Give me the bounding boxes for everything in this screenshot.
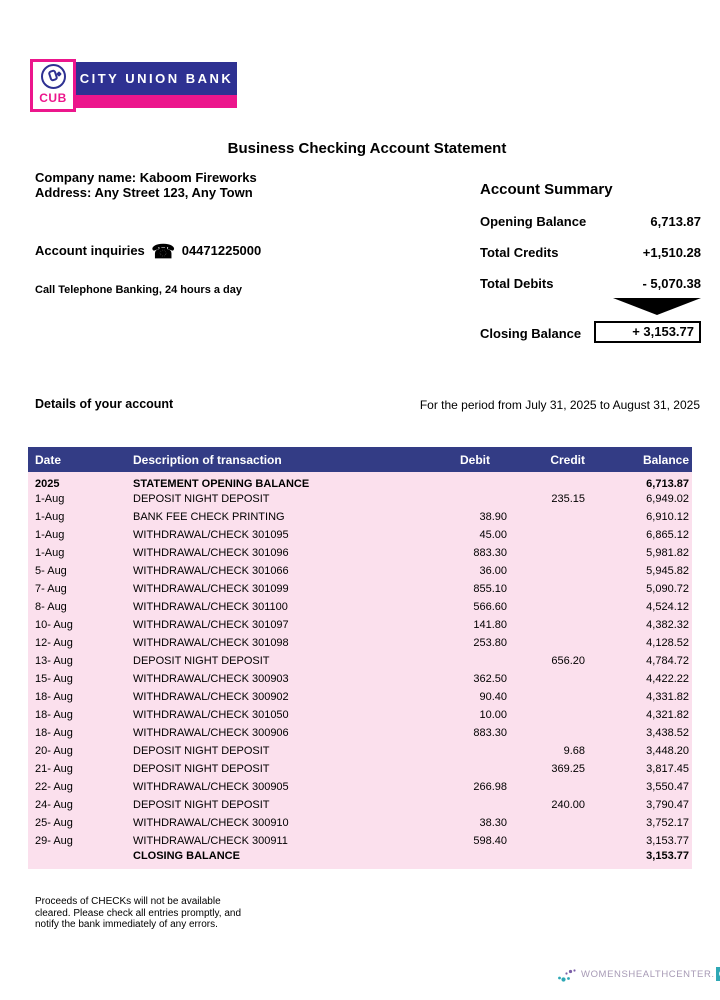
cell-credit xyxy=(510,670,588,688)
cell-desc: WITHDRAWAL/CHECK 300902 xyxy=(133,688,420,706)
cell-date: 18- Aug xyxy=(28,706,133,724)
cell-desc: WITHDRAWAL/CHECK 301095 xyxy=(133,526,420,544)
watermark-dots-icon xyxy=(557,964,579,984)
table-row xyxy=(28,832,692,850)
company-info xyxy=(35,170,257,200)
watermark-link[interactable] xyxy=(557,964,720,984)
cell-credit xyxy=(510,562,588,580)
inquiries-phone-number: 04471225000 xyxy=(181,243,262,258)
cell-debit xyxy=(420,850,510,869)
cell-credit: 235.15 xyxy=(510,490,588,508)
cell-credit xyxy=(510,616,588,634)
cell-debit: 883.30 xyxy=(420,544,510,562)
closing-balance-value-box: + 3,153.77 xyxy=(594,321,701,343)
cell-date: 2025 xyxy=(28,472,133,490)
summary-label: Total Debits xyxy=(480,276,554,291)
table-row xyxy=(28,544,692,562)
table-row xyxy=(28,760,692,778)
table-row xyxy=(28,778,692,796)
cell-balance: 3,790.47 xyxy=(588,796,692,814)
table-row xyxy=(28,634,692,652)
cell-balance: 6,865.12 xyxy=(588,526,692,544)
account-inquiries-line xyxy=(35,241,261,264)
table-row xyxy=(28,796,692,814)
cell-credit xyxy=(510,814,588,832)
cell-balance: 4,382.32 xyxy=(588,616,692,634)
cell-balance: 4,784.72 xyxy=(588,652,692,670)
cell-debit xyxy=(420,760,510,778)
bank-name-banner: CITY UNION BANK xyxy=(76,62,237,95)
company-name-line: Company name: Kaboom Fireworks xyxy=(35,170,257,185)
cell-debit xyxy=(420,490,510,508)
cell-credit xyxy=(510,688,588,706)
company-address-line: Address: Any Street 123, Any Town xyxy=(35,185,253,200)
cell-debit: 266.98 xyxy=(420,778,510,796)
cell-desc: DEPOSIT NIGHT DEPOSIT xyxy=(133,760,420,778)
cell-desc: WITHDRAWAL/CHECK 300905 xyxy=(133,778,420,796)
cell-date: 1-Aug xyxy=(28,508,133,526)
cell-date: 21- Aug xyxy=(28,760,133,778)
summary-row-total-credits xyxy=(480,245,701,260)
cell-debit: 855.10 xyxy=(420,580,510,598)
cell-debit: 38.90 xyxy=(420,508,510,526)
cub-emblem-circle-icon xyxy=(41,64,66,89)
cell-debit xyxy=(420,796,510,814)
cell-debit: 141.80 xyxy=(420,616,510,634)
cell-desc: BANK FEE CHECK PRINTING xyxy=(133,508,420,526)
cell-debit xyxy=(420,472,510,490)
cell-credit: 369.25 xyxy=(510,760,588,778)
cell-credit xyxy=(510,634,588,652)
bank-banner-stripe xyxy=(76,95,237,108)
table-header-row xyxy=(28,447,692,472)
cell-date: 13- Aug xyxy=(28,652,133,670)
cell-debit xyxy=(420,742,510,760)
cell-debit: 362.50 xyxy=(420,670,510,688)
cell-date: 12- Aug xyxy=(28,634,133,652)
table-row xyxy=(28,508,692,526)
cub-fist-icon xyxy=(47,69,58,82)
cell-date: 29- Aug xyxy=(28,832,133,850)
table-row xyxy=(28,670,692,688)
watermark-org-badge xyxy=(716,967,720,981)
notice-line: Proceeds of CHECKs will not be available xyxy=(35,896,221,907)
cell-credit xyxy=(510,508,588,526)
table-row xyxy=(28,814,692,832)
summary-value: 6,713.87 xyxy=(650,214,701,229)
cell-debit: 883.30 xyxy=(420,724,510,742)
cell-balance: 6,713.87 xyxy=(588,472,692,490)
cell-date: 8- Aug xyxy=(28,598,133,616)
transactions-header xyxy=(28,447,692,472)
cell-credit: 240.00 xyxy=(510,796,588,814)
header-description: Description of transaction xyxy=(133,447,420,472)
cell-credit xyxy=(510,724,588,742)
arrow-down-icon xyxy=(613,298,701,315)
table-row xyxy=(28,580,692,598)
cell-credit xyxy=(510,544,588,562)
cell-credit xyxy=(510,778,588,796)
summary-row-total-debits xyxy=(480,276,701,291)
summary-value: - 5,070.38 xyxy=(642,276,701,291)
footer-notice xyxy=(35,896,241,931)
table-row xyxy=(28,850,692,869)
cell-balance: 6,910.12 xyxy=(588,508,692,526)
table-row xyxy=(28,598,692,616)
cell-desc: STATEMENT OPENING BALANCE xyxy=(133,472,420,490)
cell-desc: WITHDRAWAL/CHECK 301066 xyxy=(133,562,420,580)
account-summary-title: Account Summary xyxy=(480,181,613,198)
header-credit: Credit xyxy=(510,447,588,472)
cell-desc: WITHDRAWAL/CHECK 301099 xyxy=(133,580,420,598)
cell-debit: 90.40 xyxy=(420,688,510,706)
cell-balance: 5,981.82 xyxy=(588,544,692,562)
cell-debit xyxy=(420,652,510,670)
table-row xyxy=(28,688,692,706)
cell-debit: 36.00 xyxy=(420,562,510,580)
cell-balance: 3,752.17 xyxy=(588,814,692,832)
cell-credit: 9.68 xyxy=(510,742,588,760)
page-title: Business Checking Account Statement xyxy=(227,140,507,157)
cell-desc: WITHDRAWAL/CHECK 300911 xyxy=(133,832,420,850)
cub-logo-emblem xyxy=(30,59,76,112)
summary-label: Total Credits xyxy=(480,245,559,260)
table-row xyxy=(28,490,692,508)
transactions-body xyxy=(28,472,692,869)
table-row xyxy=(28,562,692,580)
cell-balance: 5,945.82 xyxy=(588,562,692,580)
cell-desc: DEPOSIT NIGHT DEPOSIT xyxy=(133,490,420,508)
cell-date: 1-Aug xyxy=(28,490,133,508)
notice-line: cleared. Please check all entries promptly, and xyxy=(35,907,242,919)
cell-balance: 4,422.22 xyxy=(588,670,692,688)
cell-debit: 566.60 xyxy=(420,598,510,616)
table-row xyxy=(28,706,692,724)
cell-balance: 3,817.45 xyxy=(588,760,692,778)
table-row xyxy=(28,742,692,760)
cell-credit xyxy=(510,850,588,869)
cell-debit: 38.30 xyxy=(420,814,510,832)
summary-row-opening-balance xyxy=(480,214,701,229)
cell-date: 7- Aug xyxy=(28,580,133,598)
cell-date: 18- Aug xyxy=(28,688,133,706)
cell-balance: 3,550.47 xyxy=(588,778,692,796)
cell-date: 15- Aug xyxy=(28,670,133,688)
cell-date: 5- Aug xyxy=(28,562,133,580)
header-date: Date xyxy=(28,447,133,472)
cell-date: 22- Aug xyxy=(28,778,133,796)
cell-desc: DEPOSIT NIGHT DEPOSIT xyxy=(133,652,420,670)
cell-balance: 3,438.52 xyxy=(588,724,692,742)
summary-label: Opening Balance xyxy=(480,214,587,229)
telephone-banking-line: Call Telephone Banking, 24 hours a day xyxy=(35,284,243,296)
watermark-text: WOMENSHEALTHCENTER. xyxy=(581,968,715,980)
cell-date: 1-Aug xyxy=(28,526,133,544)
cell-balance: 3,153.77 xyxy=(588,850,692,869)
transactions-table xyxy=(28,447,692,869)
cell-credit xyxy=(510,706,588,724)
cell-credit xyxy=(510,472,588,490)
cell-balance: 3,153.77 xyxy=(588,832,692,850)
cell-date: 20- Aug xyxy=(28,742,133,760)
cell-credit xyxy=(510,598,588,616)
cell-desc: CLOSING BALANCE xyxy=(133,850,420,869)
cell-desc: WITHDRAWAL/CHECK 301097 xyxy=(133,616,420,634)
cell-desc: WITHDRAWAL/CHECK 301098 xyxy=(133,634,420,652)
cell-credit xyxy=(510,832,588,850)
summary-value: +1,510.28 xyxy=(642,245,701,260)
cell-debit: 253.80 xyxy=(420,634,510,652)
cell-date: 24- Aug xyxy=(28,796,133,814)
account-summary xyxy=(480,181,701,351)
closing-balance-label: Closing Balance xyxy=(480,326,582,341)
cell-balance: 4,321.82 xyxy=(588,706,692,724)
details-heading: Details of your account xyxy=(35,397,174,411)
table-row xyxy=(28,616,692,634)
cell-balance: 4,128.52 xyxy=(588,634,692,652)
cell-desc: DEPOSIT NIGHT DEPOSIT xyxy=(133,796,420,814)
cell-balance: 3,448.20 xyxy=(588,742,692,760)
cell-desc: WITHDRAWAL/CHECK 300910 xyxy=(133,814,420,832)
header-debit: Debit xyxy=(420,447,510,472)
statement-period: For the period from July 31, 2025 to August 31, 2025 xyxy=(419,398,700,412)
cell-date: 18- Aug xyxy=(28,724,133,742)
cell-desc: DEPOSIT NIGHT DEPOSIT xyxy=(133,742,420,760)
cell-date: 10- Aug xyxy=(28,616,133,634)
account-inquiries-label: Account inquiries xyxy=(35,243,145,258)
cell-balance: 5,090.72 xyxy=(588,580,692,598)
cell-desc: WITHDRAWAL/CHECK 301050 xyxy=(133,706,420,724)
cell-desc: WITHDRAWAL/CHECK 301096 xyxy=(133,544,420,562)
cub-logo-text: CUB xyxy=(39,91,67,105)
cell-date xyxy=(28,850,133,869)
cell-date: 1-Aug xyxy=(28,544,133,562)
header-balance: Balance xyxy=(588,447,692,472)
cell-date: 25- Aug xyxy=(28,814,133,832)
cell-balance: 4,524.12 xyxy=(588,598,692,616)
cell-credit xyxy=(510,580,588,598)
table-row xyxy=(28,652,692,670)
cell-balance: 6,949.02 xyxy=(588,490,692,508)
cell-balance: 4,331.82 xyxy=(588,688,692,706)
cell-debit: 598.40 xyxy=(420,832,510,850)
table-row xyxy=(28,724,692,742)
table-row xyxy=(28,526,692,544)
notice-line: notify the bank immediately of any errors. xyxy=(35,919,218,930)
cell-desc: WITHDRAWAL/CHECK 300906 xyxy=(133,724,420,742)
cell-debit: 45.00 xyxy=(420,526,510,544)
cell-debit: 10.00 xyxy=(420,706,510,724)
cell-credit: 656.20 xyxy=(510,652,588,670)
cell-desc: WITHDRAWAL/CHECK 301100 xyxy=(133,598,420,616)
table-row xyxy=(28,472,692,490)
cell-credit xyxy=(510,526,588,544)
cell-desc: WITHDRAWAL/CHECK 300903 xyxy=(133,670,420,688)
phone-icon: ☎ xyxy=(151,242,176,263)
